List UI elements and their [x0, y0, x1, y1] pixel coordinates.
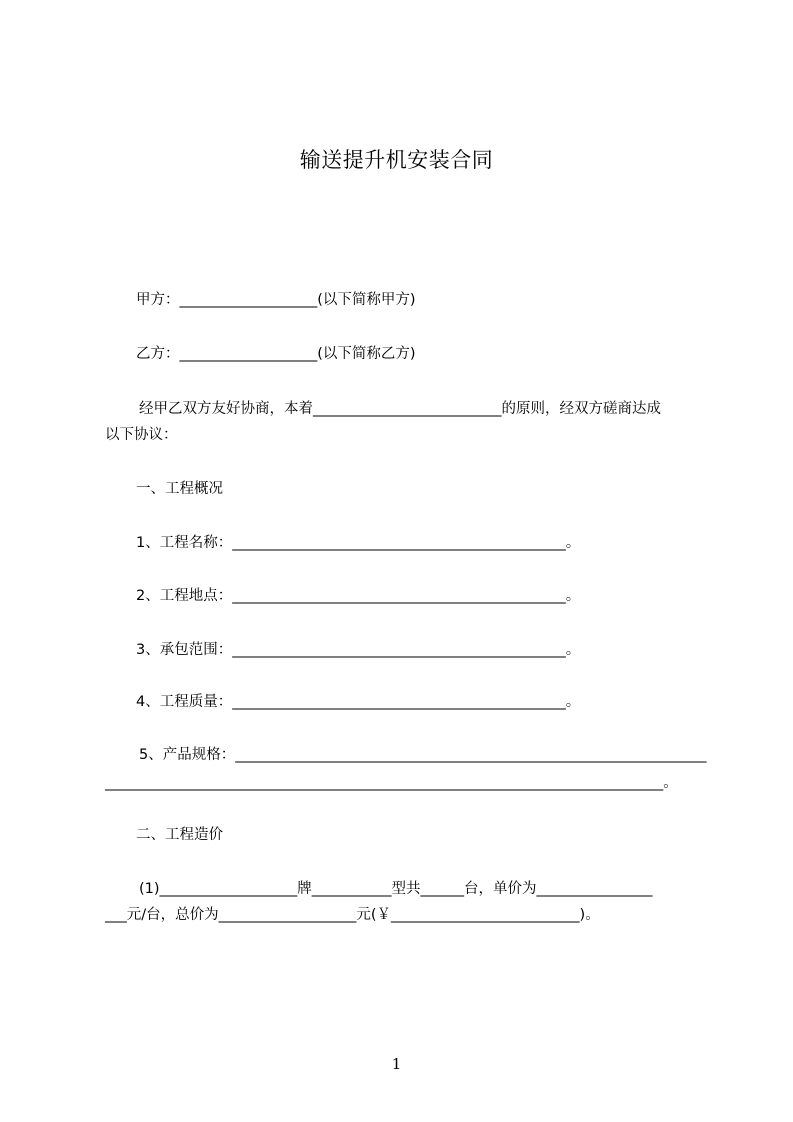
section-heading-price: 二、工程造价 — [136, 827, 223, 843]
item-product-spec-line1: 5、产品规格：_________________________________________________________________ — [139, 747, 707, 763]
contract-title: 输送提升机安装合同 — [299, 148, 494, 172]
intro-paragraph-line1: 经甲乙双方友好协商，本着__________________________的原则，经双方磋商达成 — [139, 401, 661, 417]
item-project-quality: 4、工程质量：______________________________________________。 — [136, 694, 581, 710]
section-heading-overview: 一、工程概况 — [136, 481, 223, 497]
price-clause-line2: ___元/台，总价为___________________元(￥__________________________)。 — [105, 907, 600, 923]
item-contract-scope: 3、承包范围：______________________________________________。 — [136, 642, 581, 658]
price-clause-line1: (1)___________________牌___________型共______台，单价为________________ — [139, 881, 653, 897]
intro-paragraph-line2: 以下协议： — [105, 427, 178, 443]
party-b-line: 乙方：___________________(以下简称乙方) — [136, 346, 416, 362]
item-product-spec-line2: _____________________________________________________________________________。 — [105, 775, 678, 791]
item-project-location: 2、工程地点：______________________________________________。 — [136, 588, 581, 604]
party-a-line: 甲方：___________________(以下简称甲方) — [136, 292, 416, 308]
page-number: 1 — [391, 1055, 402, 1073]
item-project-name: 1、工程名称：______________________________________________。 — [136, 535, 581, 551]
